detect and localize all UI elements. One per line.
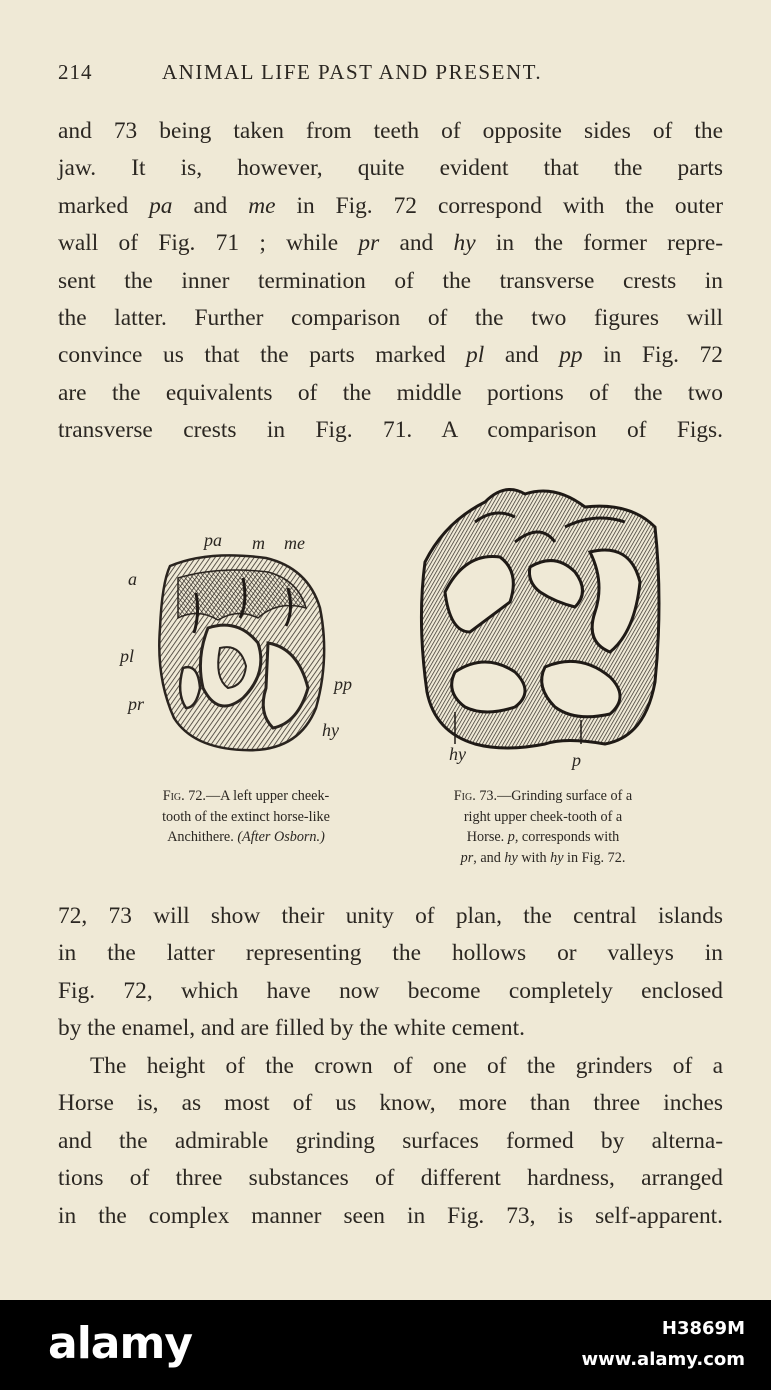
text-line: tions of three substances of different hardness, arranged xyxy=(58,1165,723,1192)
figure-72-tooth-engraving xyxy=(148,548,333,758)
text-line: jaw. It is, however, quite evident that the parts xyxy=(58,155,723,182)
fig72-label-a: a xyxy=(128,569,137,589)
fig73-label-p: p xyxy=(572,750,581,770)
watermark-url: www.alamy.com xyxy=(581,1349,745,1370)
text-line: transverse crests in Fig. 71. A comparison of Figs. xyxy=(58,417,723,444)
text-line: Horse is, as most of us know, more than three inches xyxy=(58,1090,723,1117)
fig72-label-pa: pa xyxy=(204,530,222,550)
text-line: wall of Fig. 71 ; while pr and hy in the former repre- xyxy=(58,230,723,257)
figure-73-caption: Fig. 73.—Grinding surface of a right upper cheek-tooth of a Horse. p, corresponds with pr, and hy with hy in Fig. 72. xyxy=(453,788,633,866)
text-line: the latter. Further comparison of the two figures will xyxy=(58,305,723,332)
paragraph-last xyxy=(58,1048,723,1235)
watermark-logo: alamy xyxy=(48,1318,192,1369)
watermark-image-id: H3869M xyxy=(661,1318,745,1339)
text-line: Fig. 72, which have now become completely enclosed xyxy=(58,977,723,1004)
running-title: ANIMAL LIFE PAST AND PRESENT. xyxy=(162,60,543,84)
text-line: are the equivalents of the middle portions of the two xyxy=(58,379,723,406)
fig73-label-hy: hy xyxy=(449,744,466,764)
text-line: The height of the crown of one of the grinders of a xyxy=(90,1053,723,1079)
figure-72-caption: Fig. 72.—A left upper cheek- tooth of the extinct horse-like Anchithere. (After Osborn.) xyxy=(162,788,330,845)
text-line: and 73 being taken from teeth of opposite sides of the xyxy=(58,118,723,144)
fig72-label-pr: pr xyxy=(128,694,145,714)
text-line: in the latter representing the hollows or valleys in xyxy=(58,940,723,967)
fig73-caption-prefix: Fig. 73. xyxy=(453,788,498,804)
fig72-label-pp: pp xyxy=(334,674,352,694)
figure-73-tooth-engraving xyxy=(415,482,665,752)
fig72-label-m: m xyxy=(252,533,265,553)
fig72-caption-prefix: Fig. 72. xyxy=(162,788,206,804)
fig72-label-me: me xyxy=(284,533,305,553)
text-line: 72, 73 will show their unity of plan, the central islands xyxy=(58,903,723,929)
fig72-label-pl: pl xyxy=(120,646,135,666)
text-line: sent the inner termination of the transverse crests in xyxy=(58,267,723,294)
paragraph-top xyxy=(58,113,723,450)
page-header xyxy=(58,60,698,90)
text-line: marked pa and me in Fig. 72 correspond with the outer xyxy=(58,192,723,219)
text-line: in the complex manner seen in Fig. 73, is self-apparent. xyxy=(58,1202,723,1229)
text-line: by the enamel, and are filled by the white cement. xyxy=(58,1015,525,1042)
text-line: convince us that the parts marked pl and pp in Fig. 72 xyxy=(58,342,724,369)
page-number: 214 xyxy=(58,60,93,84)
paragraph-bottom xyxy=(58,898,723,1048)
text-line: and the admirable grinding surfaces formed by alterna- xyxy=(58,1127,723,1154)
fig72-label-hy: hy xyxy=(322,720,339,740)
